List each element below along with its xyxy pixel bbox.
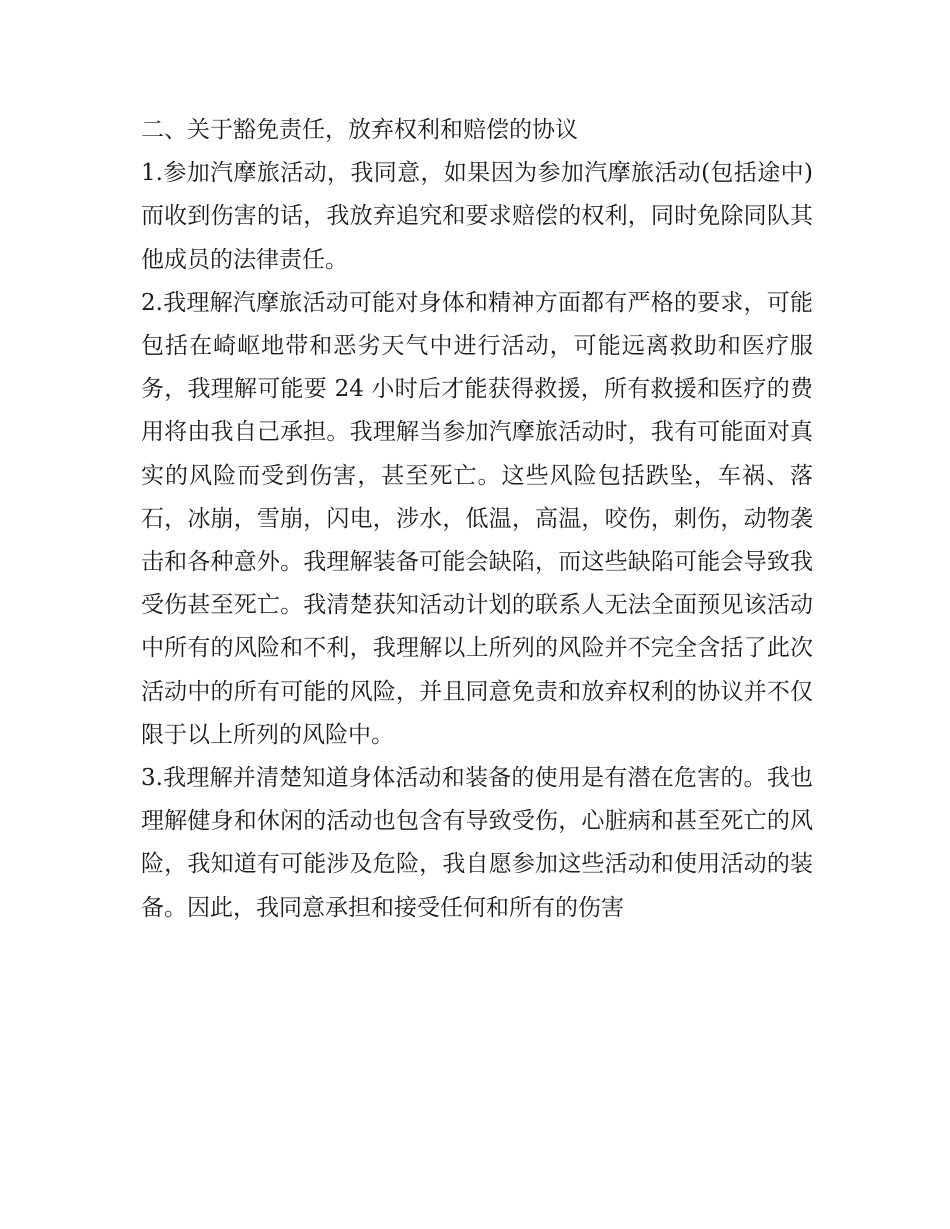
paragraph-2: 2.我理解汽摩旅活动可能对身体和精神方面都有严格的要求，可能包括在崎岖地带和恶劣天气中进行活动，可能远离救助和医疗服务，我理解可能要 24 小时后才能获得救援，所有救援和医疗的费用将由我自己承担。我理解当参加汽摩旅活动时，我有可能面对真实的风险而受到伤害，甚至死亡。这些风险包括跌坠，车祸、落石，冰崩，雪崩，闪电，涉水，低温，高温，咬伤，刺伤，动物袭击和各种意外。我理解装备可能会缺陷，而这些缺陷可能会导致我受伤甚至死亡。我清楚获知活动计划的联系人无法全面预见该活动中所有的风险和不利，我理解以上所列的风险并不完全含括了此次活动中的所有可能的风险，并且同意免责和放弃权利的协议并不仅限于以上所列的风险中。 (141, 289, 813, 748)
paragraph-3: 3.我理解并清楚知道身体活动和装备的使用是有潜在危害的。我也理解健身和休闲的活动也包含有导致受伤，心脏病和甚至死亡的风险，我知道有可能涉及危险，我自愿参加这些活动和使用活动的装备。因此，我同意承担和接受任何和所有的伤害 (141, 765, 813, 921)
paragraph-1: 1.参加汽摩旅活动，我同意，如果因为参加汽摩旅活动(包括途中)而收到伤害的话，我放弃追究和要求赔偿的权利，同时免除同队其他成员的法律责任。 (141, 160, 813, 273)
document-body (141, 109, 813, 930)
section-heading: 二、关于豁免责任，放弃权利和赔偿的协议 (141, 117, 578, 143)
